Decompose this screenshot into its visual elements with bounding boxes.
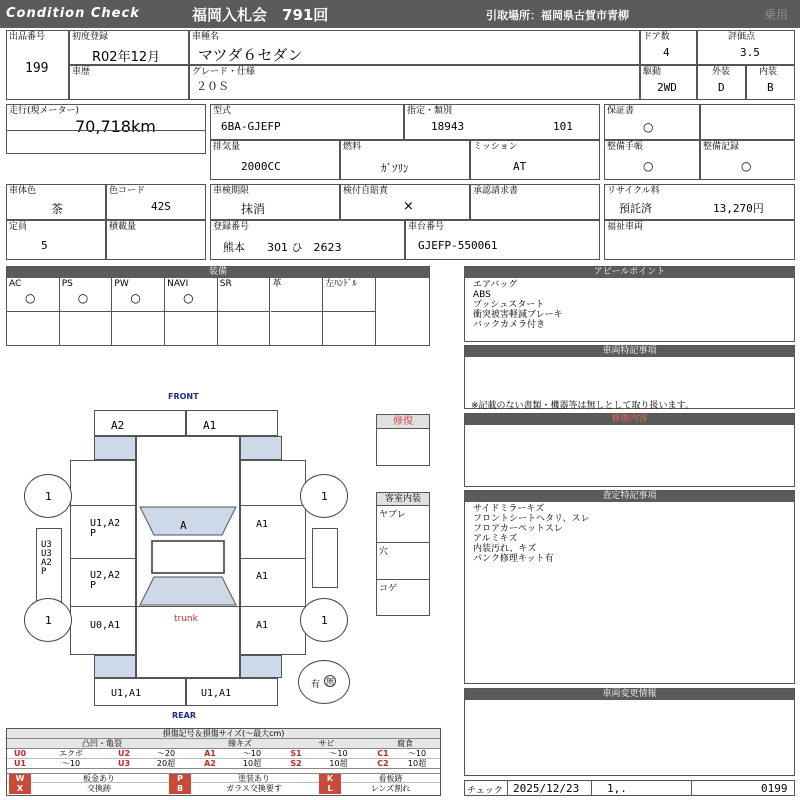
capacity-value: 5 [41,239,48,252]
body-color-cell [6,184,106,220]
insurance-cell [340,184,470,220]
left-quarter-label: U0,A1 [90,620,121,631]
name-cell [189,30,640,65]
left-rear-door-label: U2,A2 P [90,570,121,591]
windshield [140,507,236,535]
cabin-item: ヤブレ [377,506,429,543]
maint-book-value: ○ [643,159,654,173]
legend-meaning: 塗装あり [238,774,270,783]
equipment-label: NAVI [167,279,189,289]
legend-meaning: 交換跡 [87,784,111,793]
color-code-cell [106,184,206,220]
recycle-status: 預託済 [619,202,652,215]
legend-header: 凸凹・亀裂 [82,739,122,748]
designation-cell [404,104,600,140]
change-info-title: 車両変更情報 [465,689,794,700]
equipment-title: 装備 [7,267,429,278]
doors-value: 4 [663,46,670,59]
appeal-item: プッシュスタート [473,300,545,310]
equipment-label: PS [61,279,73,289]
fuel-cell [340,140,470,180]
equipment-label: AC [9,279,22,289]
approval-label: 承認請求書 [473,186,519,196]
vehicle-notes-panel [464,345,795,409]
drive-label: 駆動 [643,67,662,77]
hood-label: A [180,519,187,532]
load-label: 積載量 [109,222,137,232]
auction-title: 福岡入札会 791回 [192,6,329,24]
fuel-label: 燃料 [343,142,362,152]
legend-code: B [169,784,191,794]
category-label: 乗用 [764,8,789,22]
equipment-item [7,278,60,345]
equipment-value: ○ [77,291,89,305]
legend-code: A1 [204,749,216,758]
designation-label: 指定・類別 [407,106,453,116]
legend-meaning: 10超 [329,759,348,768]
insurance-value: × [403,199,414,214]
approval-cell [470,184,600,220]
appeal-list [473,280,563,330]
displacement-cell [210,140,340,180]
doors-cell [640,30,697,65]
repair-box [376,414,430,466]
assessment-item: サイドミラーキズ [473,504,545,514]
repair-detail-panel [464,413,795,487]
legend-code: C2 [377,759,389,768]
equipment-item [323,278,376,345]
legend-title: 損傷記号＆損傷サイズ(〜最大cm) [7,729,440,739]
repair-detail-title: 修復内容 [465,414,794,425]
history-cell [69,65,189,100]
first-reg-cell [69,30,189,65]
designation-value: 18943 [431,120,465,133]
score-value: 3.5 [740,46,760,59]
right-front-door-label: A1 [256,571,269,582]
pickup-location: 引取場所：福岡県古賀市青柳 [486,9,629,22]
equipment-table [6,266,430,346]
legend-meaning: エクボ [59,749,83,758]
vehicle-notes-title: 車両特記事項 [465,346,794,357]
cabin-item: 穴 [377,543,429,580]
equipment-label: SR [219,279,232,289]
mission-label: ミッション [473,142,518,152]
legend-meaning: レンズ割れ [370,784,411,793]
appeal-item: 衝突被害軽減ブレーキ [473,310,563,320]
assessment-item: フロントシートヘタリ、スレ [473,514,590,524]
inspection-value: 抹消 [241,202,266,216]
name-label: 車種名 [192,32,220,42]
legend-code: X [9,784,31,794]
legend-code: K [319,774,341,784]
equipment-item [271,278,324,345]
legend-header: 腐食 [397,739,413,748]
rear-bumper-left [94,678,186,706]
interior-value: B [767,81,774,94]
legend-meaning: 〜10 [407,749,427,758]
warranty-cell [604,104,700,140]
body-color-label: 車体色 [9,186,37,196]
left-side-box [36,528,62,602]
doors-label: ドア数 [643,32,670,42]
front-left-label: A2 [111,419,125,432]
history-label: 車歴 [72,67,91,77]
model-value: 6BA-GJEFP [221,120,281,133]
assessment-item: アルミキズ [473,534,518,544]
left-front-door-label: U1,A2 P [90,518,121,539]
mission-cell [470,140,600,180]
score-label: 評価点 [728,32,756,42]
recycle-cell [604,184,795,220]
equipment-value: ○ [130,291,141,305]
warranty-label: 保証書 [607,106,635,116]
equipment-label: 左ﾊﾝﾄﾞﾙ [325,279,357,289]
grade-value: ２０Ｓ [196,80,229,93]
tire-fl-label: 1 [45,490,52,503]
legend-meaning: 〜10 [329,749,348,758]
rear-left-pillar [94,655,136,678]
vehicle-notes-text: ※記載のない書類・機器等は無しとして取り扱います。 [471,401,694,411]
assessment-item: 内装汚れ、キズ [473,544,537,554]
repair-label: 修復 [377,415,429,429]
assessment-list [473,504,590,564]
tire-rear-left [24,598,72,642]
header-bar [0,0,800,28]
lot-value: 199 [25,61,49,76]
mission-value: AT [513,160,527,173]
tire-rear-right [300,598,348,642]
maint-record-value: ○ [741,159,752,173]
reg-no-value: 熊本 301 ひ 2623 [223,241,342,254]
equipment-label: 革 [272,279,282,289]
side-left-label: U3 U3 A2 P [41,540,52,577]
right-side-box [312,528,338,588]
rear-bumper-right [186,678,278,706]
mileage-label: 走行(現メーター) [9,106,80,116]
spare-label: 有 [311,680,321,690]
legend-code: P [169,774,191,784]
exterior-value: D [718,81,725,94]
change-info-panel [464,688,795,776]
front-right-label: A1 [203,419,217,432]
grade-label: グレード・仕様 [192,67,256,77]
appeal-panel [464,266,795,342]
legend-meaning: 20超 [156,759,176,768]
recycle-fee: 13,270円 [713,202,764,215]
legend-meaning: 10超 [242,759,262,768]
check-label: チェック [467,786,503,796]
body-color-value: 茶 [51,202,64,216]
legend [6,728,441,796]
chassis-value: GJEFP-550061 [418,239,498,252]
appeal-title: アピールポイント [465,267,794,278]
fuel-value: ｶﾞｿﾘﾝ [381,162,409,175]
interior-cell [746,65,795,100]
front-left-pillar [94,436,136,460]
welfare-cell [604,220,795,260]
legend-meaning: 〜10 [242,749,262,758]
spare-tire [298,660,350,704]
tire-front-left [24,474,72,518]
equipment-item [60,278,113,345]
tire-front-right [300,474,348,518]
assessment-item: パンク修理キット有 [473,554,554,564]
lot-label: 出品番号 [9,32,46,42]
legend-header: サビ [318,739,335,748]
appeal-item: バックカメラ付き [473,320,546,330]
legend-code: W [9,774,31,784]
model-cell [210,104,404,140]
maint-record-cell [700,140,795,180]
score-cell [697,30,795,65]
rear-left-label: U1,A1 [111,688,142,699]
warranty-value: ○ [643,120,654,134]
front-bumper-right [186,410,278,436]
exterior-label: 外装 [712,67,731,77]
front-bumper-left [94,410,186,436]
color-code-value: 42S [151,200,171,213]
tire-fr-label: 1 [321,490,328,503]
inspection-label: 車検期限 [213,186,250,196]
assessment-panel [464,490,795,684]
load-cell [106,220,206,260]
displacement-value: 2000CC [241,160,281,173]
rear-right-label: U1,A1 [201,688,232,699]
roof [152,541,224,573]
legend-header: 線キズ [228,739,252,748]
equipment-item [165,278,218,345]
legend-code: L [319,784,341,794]
mileage-cell [6,104,206,154]
legend-code: A2 [204,759,216,768]
equipment-value: ○ [183,291,194,305]
legend-meaning: 10超 [407,759,427,768]
interior-label: 内装 [759,67,778,77]
equipment-label: PW [114,279,129,289]
inspection-cell [210,184,340,220]
mileage-value: 70,718km [75,117,156,136]
rear-window [140,577,236,605]
front-label: FRONT [168,392,199,401]
grade-cell [189,65,640,100]
equipment-item [218,278,271,345]
brand-label: Condition Check [6,6,140,21]
model-label: 型式 [213,106,232,116]
legend-meaning: 板金あり [83,774,115,783]
legend-code: S1 [290,749,302,758]
cabin-item: コゲ [379,584,398,594]
front-right-pillar [240,436,282,460]
chassis-label: 車台番号 [408,222,445,232]
check-date: 2025/12/23 [513,782,580,795]
classification-value: 101 [553,120,573,133]
appeal-item: エアバッグ [473,280,518,290]
drive-value: 2WD [657,81,677,94]
recycle-label: リサイクル料 [607,186,660,196]
capacity-label: 定員 [9,222,28,232]
legend-meaning: 〜10 [61,759,81,768]
car-name: マツダ６セダン [198,46,303,64]
legend-meaning: 看板跡 [378,774,403,783]
welfare-label: 福祉車両 [607,222,644,232]
check-number: 0199 [761,782,788,795]
check-footer [464,780,795,796]
maint-book-label: 整備手帳 [607,142,644,152]
reg-no-label: 登録番号 [213,222,250,232]
legend-meaning: ガラス交換要す [226,784,282,793]
cabin-box [376,492,430,616]
first-reg-value: R02年12月 [92,50,161,65]
first-reg-label: 初度登録 [72,32,109,42]
right-rear-door-label: A1 [256,620,269,631]
legend-meaning: 〜20 [156,749,176,758]
assessment-item: フロアカーペットスレ [473,524,563,534]
right-fender-label: A1 [256,519,269,530]
maint-record-label: 整備記録 [703,142,740,152]
maint-book-cell [604,140,700,180]
tire-rr-label: 1 [321,614,328,627]
reg-no-cell [210,220,405,260]
exterior-cell [697,65,746,100]
cabin-title: 客室内装 [377,493,429,506]
insurance-label: 検付自賠責 [343,186,389,196]
equipment-item [112,278,165,345]
legend-code: S2 [290,759,302,768]
legend-code: U3 [117,759,131,768]
legend-code: U0 [13,749,27,758]
appeal-item: ABS [473,290,491,300]
chassis-cell [405,220,600,260]
check-code: 1,. [607,782,627,795]
warranty-blank-cell [700,104,795,140]
lot-cell [6,30,69,100]
rear-right-pillar [240,655,282,678]
glass-outline [136,505,240,607]
tire-rl-label: 1 [45,614,52,627]
drive-cell [640,65,697,100]
equipment-value: ○ [25,291,36,305]
legend-code: C1 [377,749,389,758]
spare-value: 無 [326,677,334,686]
legend-code: U2 [117,749,131,758]
trunk-label: trunk [174,614,198,624]
legend-code: U1 [13,759,27,768]
displacement-label: 排気量 [213,142,241,152]
color-code-label: 色コード [109,186,146,196]
rear-label: REAR [172,711,196,720]
capacity-cell [6,220,106,260]
assessment-title: 査定特記事項 [465,491,794,502]
